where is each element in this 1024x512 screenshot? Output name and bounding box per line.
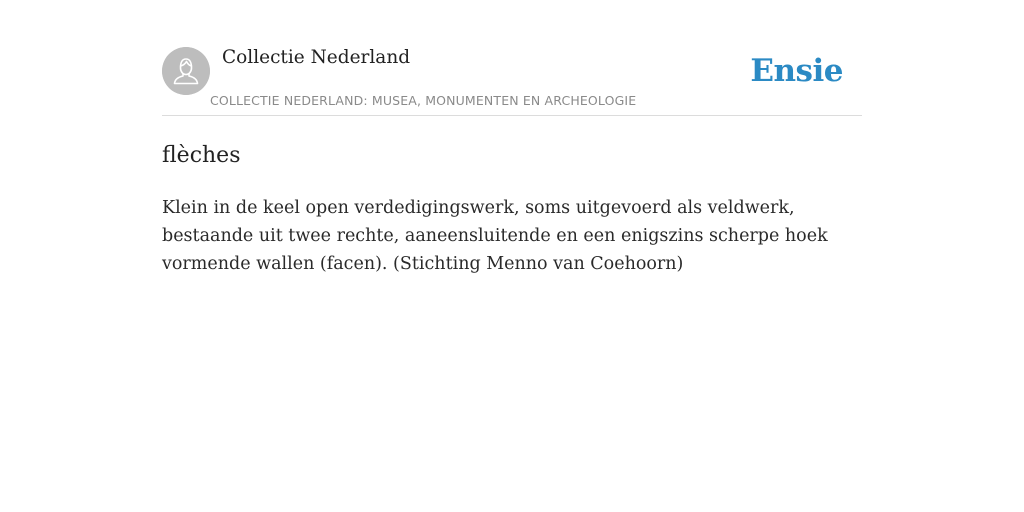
author-subtitle: COLLECTIE NEDERLAND: MUSEA, MONUMENTEN EN ARCHEOLOGIE: [210, 93, 637, 108]
author-name[interactable]: Collectie Nederland: [222, 47, 411, 68]
user-avatar-icon: [162, 47, 210, 95]
page-content: [162, 47, 862, 278]
ensie-logo[interactable]: Ensie: [750, 53, 843, 89]
entry-definition: Klein in de keel open verdedigingswerk, soms uitgevoerd als veldwerk, bestaande uit twee rechte, aaneensluitende en een enigszins scherpe hoek vormende wallen (facen). (Stichting Menno van Coehoorn): [162, 198, 828, 274]
author-avatar[interactable]: [162, 47, 210, 95]
entry-title: flèches: [162, 143, 241, 168]
author-header: [162, 47, 862, 116]
